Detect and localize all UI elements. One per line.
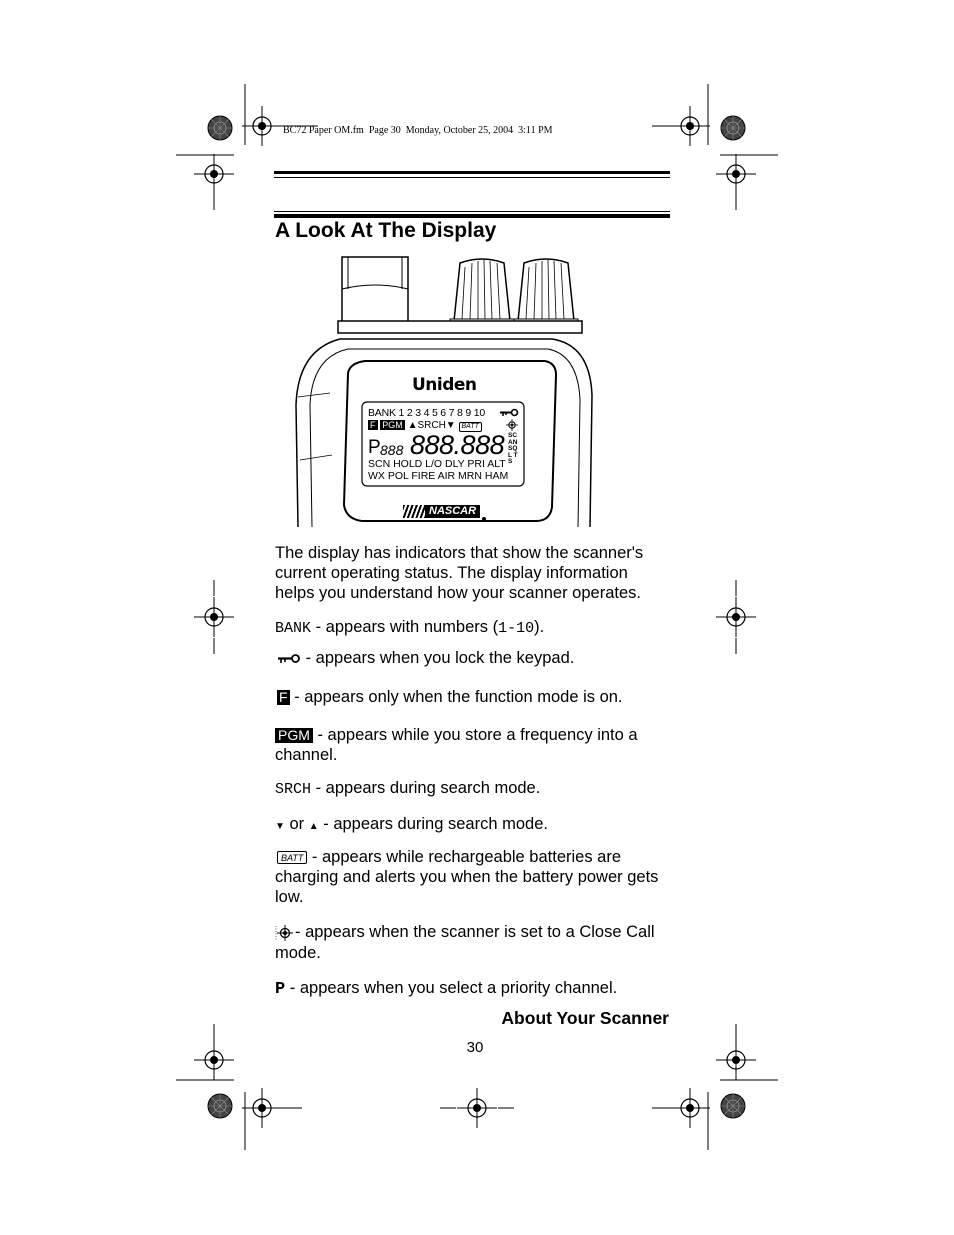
pgm-desc: - appears while you store a frequency into a channel. [275,726,638,764]
bank-desc: - appears with numbers ( [311,618,499,636]
p-desc: - appears when you select a priority channel. [285,979,618,997]
item-arrows [275,814,670,837]
nascar-text: NASCAR [425,505,480,518]
registration-mark-icon [716,1040,756,1080]
up-arrow-icon: ▲ [308,821,319,832]
srch-desc: - appears during search mode. [311,779,541,797]
nascar-logo [403,503,486,521]
lcd-frequency-digits: 888.888 [410,430,505,460]
key-icon [499,408,519,417]
footer-section-title: About Your Scanner [501,1008,669,1028]
item-p [275,978,670,1000]
top-rule-thick [274,171,670,174]
registration-mark-icon [242,1088,282,1128]
f-indicator: F [279,689,288,705]
brand-logo: Uniden [412,375,477,395]
item-bank [275,617,670,639]
lcd-row-services: WX POL FIRE AIR MRN HAM [368,470,509,482]
registration-mark-icon [716,154,756,194]
item-closecall [275,922,670,963]
registration-mark-icon [457,1088,497,1128]
registration-mark-icon [194,597,234,637]
file-header: BC72 Paper OM.fm Page 30 Monday, October 25, 2004 3:11 PM [283,125,553,136]
lcd-priority-p: P [368,437,381,458]
intro-paragraph: The display has indicators that show the scanner's current operating status. The display information helps you understand how your scanner operates. [275,544,644,602]
page-title: A Look At The Display [275,219,497,242]
f-desc: - appears only when the function mode is on. [289,688,623,706]
closecall-desc: - appears when the scanner is set to a Close Call mode. [275,923,655,962]
registration-mark-icon [670,106,710,146]
pgm-indicator: PGM [275,728,313,743]
item-key [277,648,672,668]
p-term: P [275,980,286,999]
page-number: 30 [466,1039,484,1056]
down-arrow-icon: ▼ [275,821,285,832]
item-srch [275,778,670,800]
batt-label: BATT [281,853,304,864]
arrows-desc: - appears during search mode. [318,815,548,833]
star-target-icon [208,1094,232,1118]
key-desc: - appears when you lock the keypad. [301,649,575,667]
scanner-illustration [290,255,600,530]
registration-mark-icon [194,1040,234,1080]
star-target-icon [208,116,232,140]
batt-indicator [277,851,307,864]
lcd-mode-stack: SCAN SQL TS [508,432,518,465]
section-rule-thick [274,214,670,218]
item-batt [275,847,665,907]
star-target-icon [721,116,745,140]
section-rule-thin [274,211,670,212]
lcd-pgm-indicator: PGM [382,420,403,430]
close-call-icon [506,419,518,431]
key-icon [277,653,301,664]
lcd-batt-indicator: BATT [459,422,482,432]
lcd-channel-digits: 888 [380,442,404,458]
lcd-f-indicator: F [370,420,376,430]
arrows-or: or [284,815,309,833]
bank-term: BANK [275,620,312,637]
registration-mark-icon [670,1088,710,1128]
item-f [277,687,672,707]
bank-range: 1-10 [498,620,535,637]
registration-mark-icon [716,597,756,637]
registration-mark-icon [194,154,234,194]
lcd-row-bank: BANK 1 2 3 4 5 6 7 8 9 10 [368,407,486,419]
srch-term: SRCH [275,781,312,798]
lcd-row-modes: SCN HOLD L/O DLY PRI ALT [368,458,506,470]
registration-mark-icon [242,106,282,146]
item-pgm [275,725,665,765]
star-target-icon [721,1094,745,1118]
close-call-icon [275,923,295,943]
bank-desc-end: ). [534,618,545,636]
batt-desc: - appears while rechargeable batteries are charging and alerts you when the battery power gets low. [275,848,659,906]
top-rule-thin [274,177,670,178]
lcd-srch-indicator: ▲SRCH▼ [407,420,456,431]
